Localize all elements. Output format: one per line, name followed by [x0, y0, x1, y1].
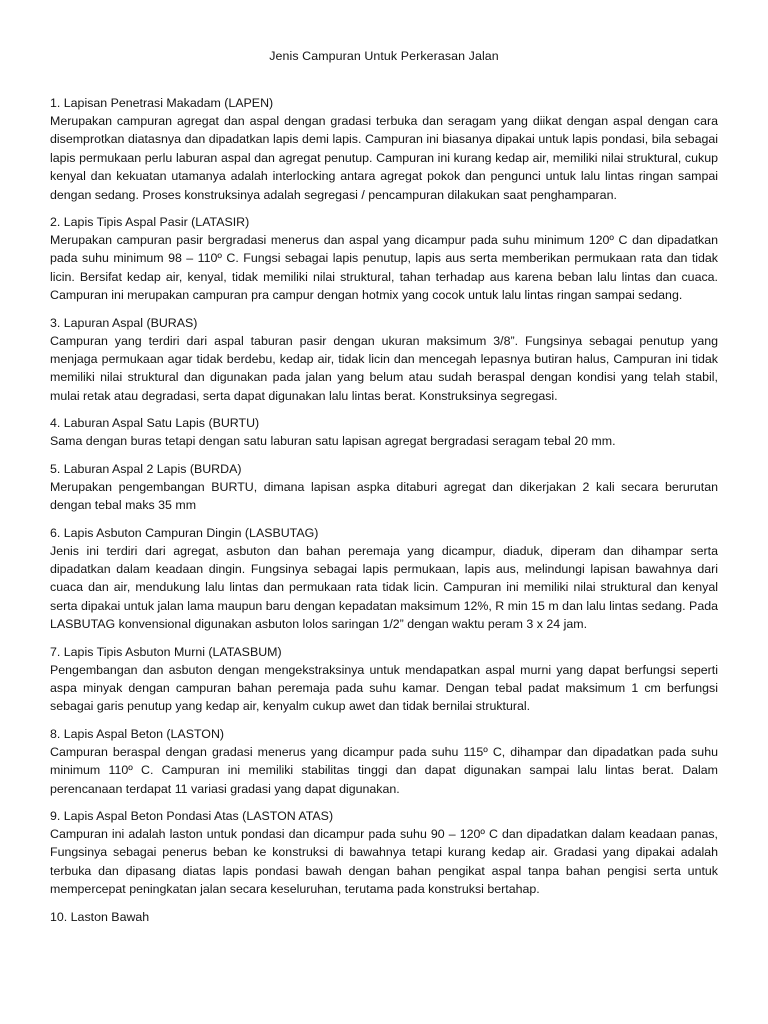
section-body: Sama dengan buras tetapi dengan satu laburan satu lapisan agregat bergradasi seragam tebal 20 mm.	[50, 434, 616, 449]
section-latasbum	[50, 643, 718, 716]
section-laston-bawah	[50, 908, 718, 926]
section-body: Merupakan campuran pasir bergradasi menerus dan aspal yang dicampur pada suhu minimum 120º C dan dipadatkan pada suhu minimum 98 – 110º C. Fungsi sebagai lapis penutup, lapis aus serta memberikan permukaan rata dan tidak licin. Bersifat kedap air, kenyal, tidak memiliki nilai struktural, tahan terhadap aus karena beban lalu lintas dan cuaca. Campuran ini merupakan campuran pra campur dengan hotmix yang cocok untuk lalu lintas ringan sampai sedang.	[50, 233, 718, 303]
section-heading: 10. Laston Bawah	[50, 909, 150, 924]
section-body: Campuran beraspal dengan gradasi menerus yang dicampur pada suhu 115º C, dihampar dan dipadatkan pada suhu minimum 110º C. Campuran ini memiliki stabilitas tinggi dan dapat digunakan sampai lalu lintas berat. Dalam perencanaan terdapat 11 variasi gradasi yang dapat digunakan.	[50, 744, 718, 796]
section-body: Pengembangan dan asbuton dengan mengekstraksinya untuk mendapatkan aspal murni yang dapat berfungsi seperti aspa minyak dengan campuran bahan peremaja pada suhu kamar. Dengan tebal padat maksimum 1 cm berfungsi sebagai garis penutup yang kedap air, kenyalm cukup awet dan tidak bernilai struktural.	[50, 662, 718, 714]
section-body: Merupakan campuran agregat dan aspal dengan gradasi terbuka dan seragam yang diikat dengan aspal dengan cara disemprotkan diatasnya dan dipadatkan lapis demi lapis. Campuran ini biasanya dipakai untuk lapis pondasi, bila sebagai lapis permukaan perlu laburan aspal dan agregat penutup. Campuran ini kurang kedap air, memiliki nilai struktural, cukup kenyal dan kekuatan utamanya adalah interlocking antara agregat pokok dan pengunci untuk lalu lintas ringan sampai dengan sedang. Proses konstruksinya adalah segregasi / pencampuran dilakukan saat penghamparan.	[50, 114, 718, 202]
section-laston-atas	[50, 807, 718, 899]
section-heading: 9. Lapis Aspal Beton Pondasi Atas (LASTON ATAS)	[50, 808, 334, 823]
section-heading: 5. Laburan Aspal 2 Lapis (BURDA)	[50, 461, 242, 476]
section-burda	[50, 460, 718, 515]
section-laston	[50, 725, 718, 798]
section-heading: 7. Lapis Tipis Asbuton Murni (LATASBUM)	[50, 644, 282, 659]
section-heading: 8. Lapis Aspal Beton (LASTON)	[50, 726, 225, 741]
section-body: Campuran ini adalah laston untuk pondasi dan dicampur pada suhu 90 – 120º C dan dipadatkan dalam keadaan panas, Fungsinya sebagai penerus beban ke konstruksi di bawahnya tetapi kurang kedap air. Gradasi yang dipakai adalah terbuka dan dipasang diatas lapis pondasi bawah dengan bahan pengikat aspal tanpa bahan pengisi serta untuk mempercepat peningkatan jalan secara keseluruhan, terutama pada konstruksi bertahap.	[50, 826, 718, 897]
section-body: Jenis ini terdiri dari agregat, asbuton dan bahan peremaja yang dicampur, diaduk, diperam dan dihampar serta dipadatkan dalam keadaan dingin. Fungsinya sebagai lapis permukaan, lapis aus, melindungi lapisan bawahnya dari cuaca dan air, mendukung lalu lintas dan permukaan rata tidak licin. Campuran ini memiliki nilai struktural dan kenyal serta dipakai untuk jalan lama maupun baru dengan kepadatan maksimum 12%, R min 15 m dan lalu lintas sedang. Pada LASBUTAG konvensional digunakan asbuton lolos saringan 1/2” dengan waktu peram 3 x 24 jam.	[50, 543, 718, 632]
section-lasbutag	[50, 524, 718, 634]
section-heading: 2. Lapis Tipis Aspal Pasir (LATASIR)	[50, 215, 250, 230]
section-heading: 6. Lapis Asbuton Campuran Dingin (LASBUTAG)	[50, 525, 319, 540]
section-body: Campuran yang terdiri dari aspal taburan pasir dengan ukuran maksimum 3/8”. Fungsinya sebagai penutup yang menjaga permukaan agar tidak berdebu, kedap air, tidak licin dan mencegah lepasnya butiran halus, Campuran ini tidak memiliki nilai struktural dan digunakan pada jalan yang belum atau sudah beraspal dengan kondisi yang telah stabil, mulai retak atau degradasi, serta dapat digunakan lalu lintas berat. Konstruksinya segregasi.	[50, 333, 718, 403]
section-heading: 3. Lapuran Aspal (BURAS)	[50, 315, 198, 330]
document-title: Jenis Campuran Untuk Perkerasan Jalan	[269, 49, 499, 63]
section-body: Merupakan pengembangan BURTU, dimana lapisan aspka ditaburi agregat dan dikerjakan 2 kali secara berurutan dengan tebal maks 35 mm	[50, 479, 718, 513]
section-burtu	[50, 414, 718, 450]
section-heading: 1. Lapisan Penetrasi Makadam (LAPEN)	[50, 96, 274, 110]
section-heading: 4. Laburan Aspal Satu Lapis (BURTU)	[50, 416, 260, 431]
section-latasir	[50, 213, 718, 305]
section-lapen	[50, 94, 718, 204]
section-buras	[50, 314, 718, 406]
